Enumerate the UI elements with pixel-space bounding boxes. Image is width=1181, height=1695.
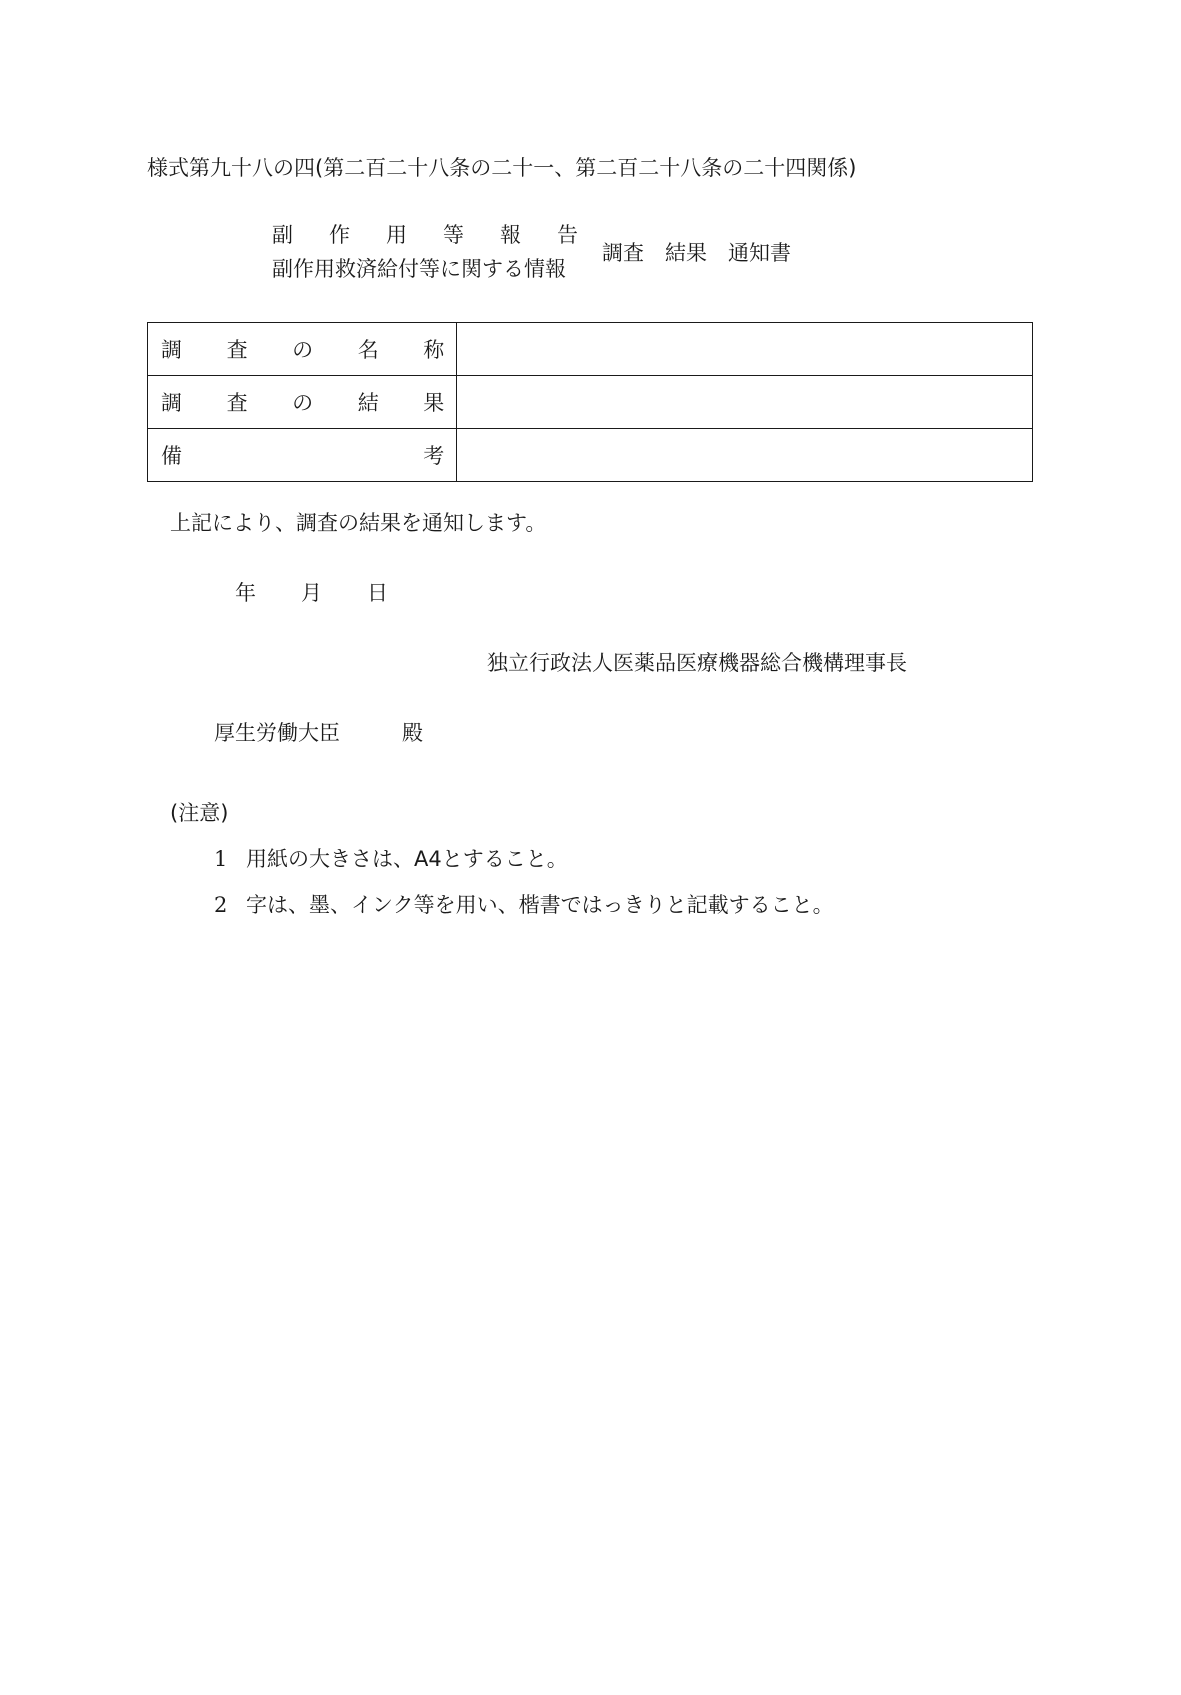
- recipient: [214, 717, 423, 747]
- title-line-relief-info: 副作用救済給付等に関する情報: [272, 257, 566, 281]
- form-heading: 様式第九十八の四(第二百二十八条の二十一、第二百二十八条の二十四関係): [147, 156, 857, 180]
- label-char: 調: [161, 338, 182, 362]
- survey-result-field[interactable]: [457, 376, 1033, 429]
- title-char: 作: [329, 223, 350, 247]
- recipient-honorific: 殿: [402, 721, 423, 745]
- notes-heading: (注意): [170, 801, 229, 825]
- note-number: 1: [214, 847, 228, 871]
- label-char: 称: [423, 338, 445, 362]
- table-row: [148, 376, 1033, 429]
- label-char: 備: [161, 444, 182, 468]
- date-line: [235, 577, 388, 607]
- table-row: [148, 323, 1033, 376]
- row-label-remarks: [148, 429, 457, 482]
- label-char: の: [292, 391, 314, 415]
- title-char: 報: [500, 223, 521, 247]
- label-char: 査: [226, 391, 248, 415]
- table-row: [148, 429, 1033, 482]
- title-right-notice: 調査 結果 通知書: [602, 241, 791, 265]
- label-char: 結: [357, 391, 379, 415]
- note-text: 字は、墨、インク等を用い、楷書ではっきりと記載すること。: [246, 893, 834, 917]
- survey-name-field[interactable]: [457, 323, 1033, 376]
- remarks-field[interactable]: [457, 429, 1033, 482]
- date-year: 年: [235, 581, 256, 605]
- title-left-group: [272, 218, 578, 286]
- date-day: 日: [367, 581, 388, 605]
- label-char: 査: [226, 338, 248, 362]
- label-char: 調: [161, 391, 182, 415]
- title-char: 告: [557, 223, 578, 247]
- note-number: 2: [214, 893, 228, 917]
- label-char: 果: [423, 391, 445, 415]
- label-char: の: [292, 338, 314, 362]
- issuer-name: 独立行政法人医薬品医療機器総合機構理事長: [487, 651, 907, 675]
- date-month: 月: [301, 581, 322, 605]
- document-title: [272, 218, 812, 288]
- label-char: 名: [357, 338, 379, 362]
- title-line-adverse-reaction-report: [272, 218, 578, 252]
- title-char: 用: [386, 223, 407, 247]
- survey-form-table: [147, 322, 1033, 482]
- row-label-survey-result: [148, 376, 457, 429]
- note-item: [214, 889, 834, 919]
- title-char: 副: [272, 223, 293, 247]
- recipient-name: 厚生労働大臣: [214, 721, 340, 745]
- row-label-survey-name: [148, 323, 457, 376]
- note-text: 用紙の大きさは、A4とすること。: [246, 847, 568, 871]
- label-char: 考: [423, 444, 445, 468]
- notice-text: 上記により、調査の結果を通知します。: [170, 511, 547, 535]
- note-item: [214, 843, 568, 873]
- title-char: 等: [443, 223, 464, 247]
